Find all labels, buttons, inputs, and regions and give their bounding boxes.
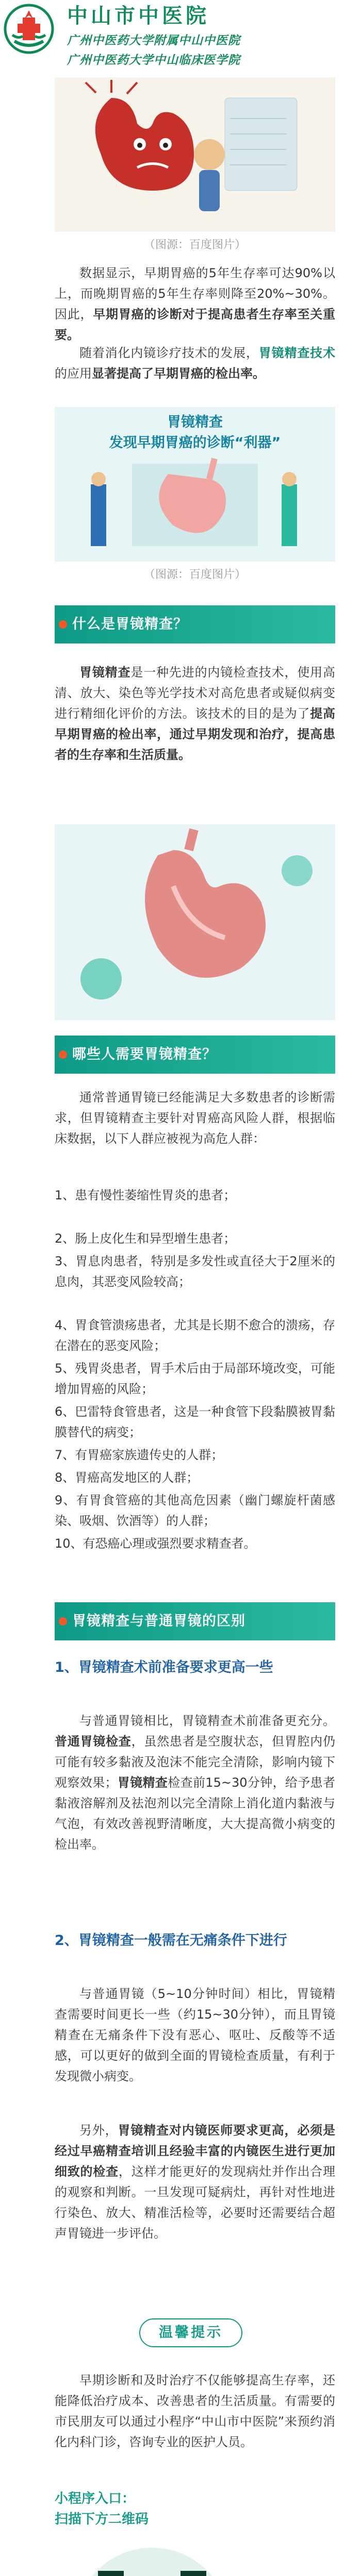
- risk-item-2: 2、肠上皮化生和异型增生患者；: [55, 1231, 236, 1246]
- section-bullet-icon: [59, 1617, 67, 1625]
- s1-text-a: 是一种先进的内镜检查技术，使用高清、放大、染色等光学技术对高危患者或疑似病变进行精细化评价的方法。该技术的目的是为了: [55, 665, 336, 721]
- risk-item-8: 8、胃癌高发地区的人群；: [55, 1470, 199, 1485]
- image-caption-2: （图源：百度图片）: [143, 568, 246, 581]
- tips-paragraph: [55, 2370, 335, 2475]
- risk-item-5: 5、残胃炎患者，胃手术后由于局部环境改变，可能增加胃癌的风险；: [55, 1361, 335, 1396]
- tips-label: 温馨提示: [139, 2318, 242, 2347]
- banner-title-1: 胃镜精查: [167, 414, 223, 430]
- s3-p3-bold: 胃镜精查对内镜医师要求更高，必须是经过早癌精查培训且经验丰富的内镜医生进行更加细致的检查: [55, 2123, 336, 2179]
- mini-program-scan-hint: 扫描下方二维码: [55, 2512, 149, 2527]
- s3-p1-text-a: 与普通胃镜相比，胃镜精查术前准备更充分。: [79, 1714, 335, 1728]
- risk-item-4: 4、胃食管溃疡患者，尤其是长期不愈合的溃疡，存在潜在的恶变风险；: [55, 1318, 335, 1353]
- section-header-what-is: [55, 605, 335, 643]
- section-title-3: 胃镜精查与普通胃镜的区别: [72, 1613, 245, 1629]
- section-bullet-icon: [59, 620, 67, 629]
- risk-item-10: 10、有恐癌心理或强烈要求精查者。: [55, 1536, 256, 1551]
- section-title-2: 哪些人需要胃镜精查？: [72, 1046, 217, 1062]
- stomach-anatomy-illustration: [55, 824, 335, 1020]
- s1-bold-b: 提高早期胃癌的检出率，通过早期发现和治疗，提高患者的生存率和生活质量。: [55, 706, 336, 762]
- risk-item-1: 1、患有慢性萎缩性胃炎的患者；: [55, 1188, 236, 1202]
- mini-program-entry-title: 小程序入口：: [55, 2491, 136, 2506]
- s3-p1-text-b: ，虽然患者是空腹状态，但胃腔内仍可能有较多黏液及泡沫不能完全清除，影响内镜下观察效果；: [55, 1734, 336, 1790]
- section-title-1: 什么是胃镜精查？: [72, 616, 188, 632]
- mini-program-qr-code[interactable]: [67, 2540, 237, 2576]
- section-3-paragraph-3: [55, 2120, 335, 2287]
- s3-p1-bold-a: 普通胃镜检查: [55, 1734, 132, 1749]
- section-header-difference: [55, 1602, 335, 1640]
- risk-item-6: 6、巴雷特食管患者，这是一种食管下段黏膜被胃黏膜替代的病变；: [55, 1404, 335, 1439]
- section-2-intro: [55, 1087, 335, 1172]
- s3-p3-text-b: ，这样才能更好的发现病灶并作出合理的观察和判断。一旦发现可疑病灶，再针对性地进行染色、放大、精准活检等，必要时还需要结合超声胃镜进一步评估。: [55, 2164, 336, 2241]
- s1-bold-a: 胃镜精查: [79, 665, 131, 680]
- intro-paragraph-1: [55, 263, 336, 342]
- section-3-paragraph-2: [55, 1984, 335, 2109]
- risk-item-3: 3、胃息肉患者，特别是多发性或直径大于2厘米的息肉，其恶变风险较高；: [55, 1254, 335, 1289]
- banner-title-2: 发现早期胃癌的诊断“利器”: [109, 435, 281, 451]
- section-1-paragraph: [55, 662, 335, 817]
- section-header-who-needs: [55, 1036, 335, 1074]
- subheading-2: 2、胃镜精查一般需在无痛条件下进行: [55, 1933, 287, 1948]
- intro-paragraph-2: [55, 343, 335, 386]
- intro-p1-text: 数据显示，早期胃癌的5年生存率可达90%以上，而晚期胃癌的5年生存率则降至20%~30%。因此，: [55, 266, 335, 321]
- image-caption-1: （图源：百度图片）: [143, 239, 246, 251]
- intro-p2-green: 胃镜精查技术: [258, 346, 336, 360]
- left-decoration-strip: [0, 72, 49, 2576]
- section-3-paragraph-1: [55, 1710, 335, 1919]
- intro-p2-bold: 显著提高了早期胃癌的检出率。: [92, 366, 265, 381]
- hospital-name: 中山市中医院: [67, 4, 209, 28]
- intro-p1-bold: 早期胃癌的诊断对于提高患者生存率至关重要。: [55, 307, 336, 342]
- subheading-1: 1、胃镜精查术前准备要求更高一些: [55, 1659, 273, 1675]
- intro-p2-text-a: 随着消化内镜诊疗技术的发展，: [79, 346, 259, 360]
- stomach-pain-illustration: [55, 77, 335, 232]
- risk-item-7: 7、有胃癌家族遗传史的人群；: [55, 1448, 224, 1462]
- s3-p2-text: 与普通胃镜（5~10分钟时间）相比，胃镜精查需要时间更长一些（约15~30分钟），而且胃镜精查在无痛条件下没有恶心、呕吐、反酸等不适感，可以更好的做到全面的胃镜检查质量，有利于发现微小病变。: [55, 1987, 335, 2083]
- hospital-logo-icon: [3, 3, 55, 55]
- hospital-header: [0, 0, 361, 72]
- risk-item-9: 9、有胃食管癌的其他高危因素（幽门螺旋杆菌感染、吸烟、饮酒等）的人群；: [55, 1493, 335, 1528]
- hospital-subtitle-2: 广州中医药大学中山临床医学院: [67, 53, 240, 67]
- hospital-subtitle-1: 广州中医药大学附属中山中医院: [67, 33, 240, 47]
- s2-intro-text: 通常普通胃镜已经能满足大多数患者的诊断需求，但胃镜精查主要针对胃癌高风险人群，根据临床数据，以下人群应被视为高危人群：: [55, 1090, 335, 1146]
- tips-text: 早期诊断和及时治疗不仅能够提高生存率，还能降低治疗成本、改善患者的生活质量。有需要的市民朋友可以通过小程序“中山市中医院”来预约消化内科门诊，咨询专业的医护人员。: [55, 2373, 335, 2449]
- intro-p2-text-b: 的应用: [55, 366, 92, 381]
- section-bullet-icon: [59, 1050, 67, 1059]
- s3-p3-text-a: 另外，: [79, 2123, 118, 2138]
- s3-p1-text-c: 检查前15~30分钟，给予患者黏液溶解剂及祛泡剂以完全清除上消化道内黏液与气泡，有效改善视野清晰度，大大提高微小病变的检出率。: [55, 1775, 336, 1852]
- s3-p1-bold-b: 胃镜精查: [117, 1775, 168, 1790]
